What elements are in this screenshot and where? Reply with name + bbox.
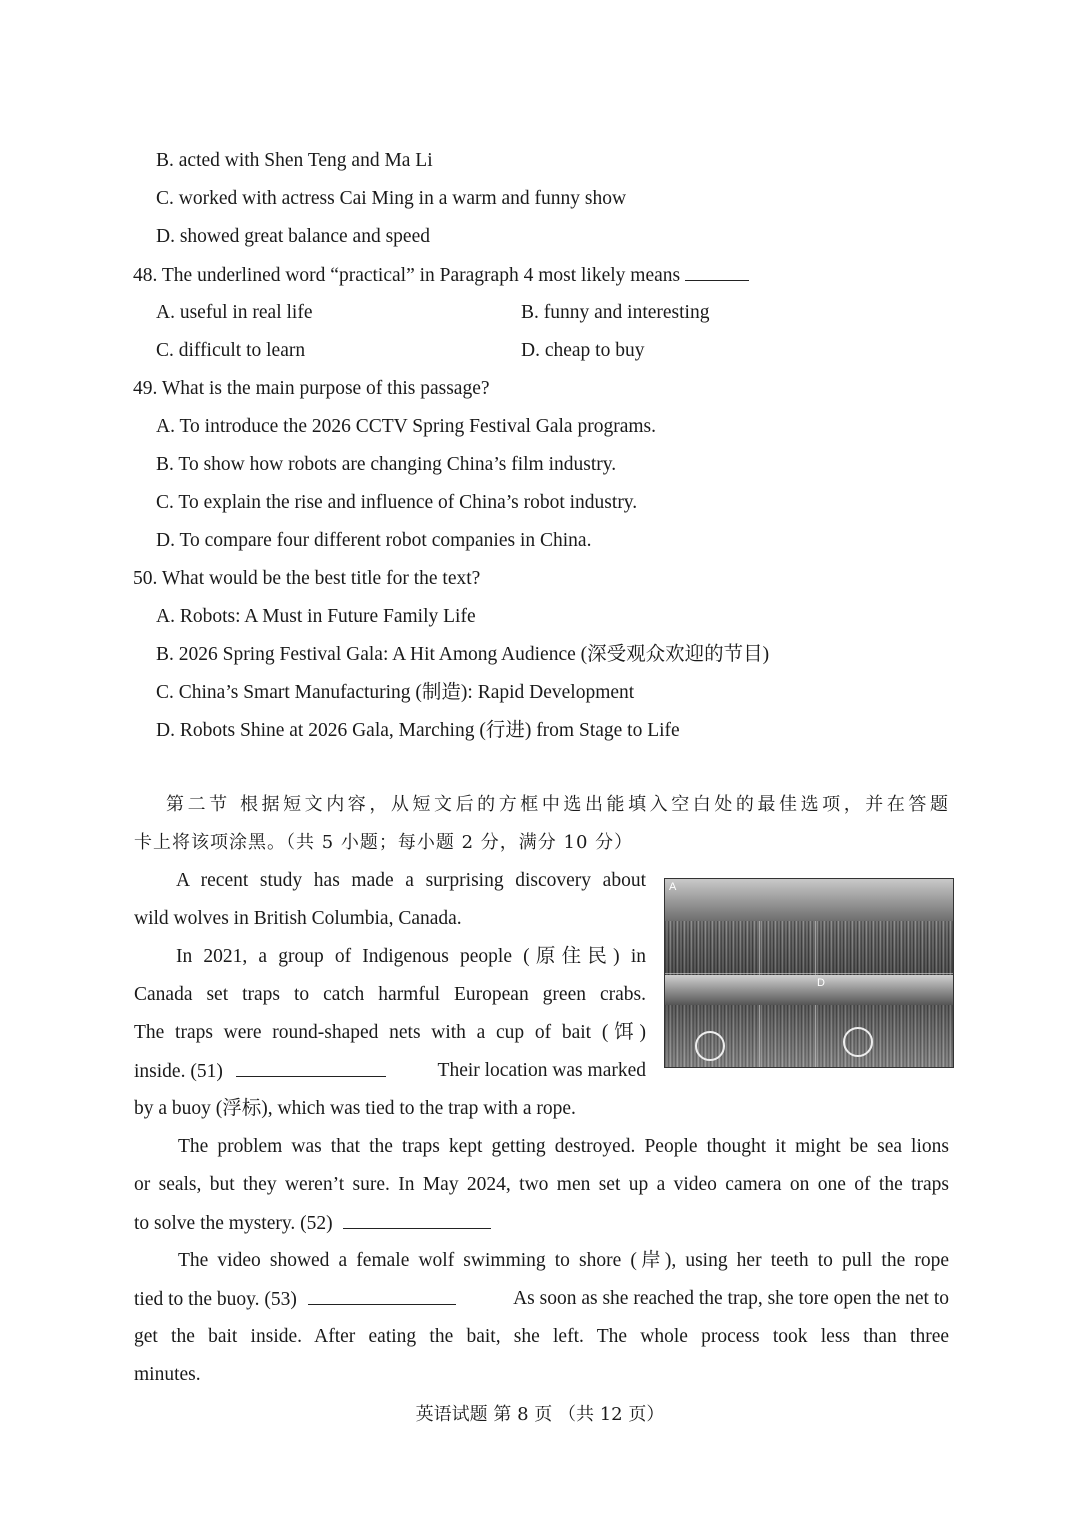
q48-stem <box>133 262 749 289</box>
passage-p2-line5: by a buoy (浮标), which was tied to the trap with a rope. <box>134 1098 576 1119</box>
q48-option-c: C. difficult to learn <box>156 340 306 361</box>
photo-label-a: A <box>669 881 677 893</box>
q49-option-c: C. To explain the rise and influence of China’s robot industry. <box>156 492 638 513</box>
q49-option-d: D. To compare four different robot companies in China. <box>156 530 592 551</box>
photo-divider-h <box>665 973 953 974</box>
passage-p1-line1: A recent study has made a surprising discovery about <box>176 870 646 891</box>
passage-51-lead: inside. (51) <box>134 1061 223 1082</box>
passage-p1-line2: wild wolves in British Columbia, Canada. <box>134 908 462 929</box>
q50-stem: 50. What would be the best title for the text? <box>133 568 481 589</box>
passage-p4-line2 <box>134 1286 949 1313</box>
q49-option-a: A. To introduce the 2026 CCTV Spring Festival Gala programs. <box>156 416 656 437</box>
q48-stem-text: 48. The underlined word “practical” in Paragraph 4 most likely means <box>133 265 681 286</box>
passage-51-trail: Their location was marked <box>437 1060 646 1081</box>
wolf-trap-photo <box>664 878 954 1068</box>
q48-answer-blank <box>685 262 749 281</box>
page-footer: 英语试题 第 8 页 （共 12 页） <box>415 1404 665 1425</box>
passage-p3-line2: or seals, but they weren’t sure. In May 2024, two men set up a video camera on one of the traps <box>134 1174 949 1195</box>
photo-label-d: D <box>817 977 825 989</box>
passage-p2-line3: The traps were round-shaped nets with a cup of bait (饵) <box>134 1022 646 1043</box>
passage-p2-line1: In 2021, a group of Indigenous people (原住民) in <box>176 946 646 967</box>
q50-option-b: B. 2026 Spring Festival Gala: A Hit Among Audience (深受观众欢迎的节目) <box>156 644 770 665</box>
q50-option-c: C. China’s Smart Manufacturing (制造): Rapid Development <box>156 682 635 703</box>
passage-p4-line4: minutes. <box>134 1364 201 1385</box>
section2-instructions-line1: 第二节 根据短文内容，从短文后的方框中选出能填入空白处的最佳选项，并在答题 <box>166 794 949 815</box>
blank-52 <box>343 1210 491 1229</box>
q47-option-c: C. worked with actress Cai Ming in a warm and funny show <box>156 188 627 209</box>
q49-option-b: B. To show how robots are changing China’s film industry. <box>156 454 617 475</box>
trap-ring-right <box>843 1027 873 1057</box>
passage-p2-line2: Canada set traps to catch harmful European green crabs. <box>134 984 646 1005</box>
q47-option-d: D. showed great balance and speed <box>156 226 430 247</box>
photo-sky-bottom <box>665 975 953 1005</box>
q50-option-a: A. Robots: A Must in Future Family Life <box>156 606 476 627</box>
photo-water-top <box>665 879 953 921</box>
passage-p2-line4 <box>134 1058 646 1085</box>
q50-option-d: D. Robots Shine at 2026 Gala, Marching (行进) from Stage to Life <box>156 720 680 741</box>
passage-p3-line1: The problem was that the traps kept getting destroyed. People thought it might be sea lions <box>178 1136 949 1157</box>
q48-option-a: A. useful in real life <box>156 302 313 323</box>
passage-52-lead: to solve the mystery. (52) <box>134 1213 333 1234</box>
q48-option-b: B. funny and interesting <box>521 302 710 323</box>
passage-p3-line3 <box>134 1210 491 1237</box>
q49-stem: 49. What is the main purpose of this passage? <box>133 378 490 399</box>
q48-option-d: D. cheap to buy <box>521 340 645 361</box>
blank-53 <box>308 1286 456 1305</box>
passage-53-lead: tied to the buoy. (53) <box>134 1289 297 1310</box>
section2-instructions-line2: 卡上将该项涂黑。（共 5 小题；每小题 2 分，满分 10 分） <box>134 832 634 853</box>
passage-p4-line3: get the bait inside. After eating the bait, she left. The whole process took less than three <box>134 1326 949 1347</box>
q47-option-b: B. acted with Shen Teng and Ma Li <box>156 150 433 171</box>
passage-53-trail: As soon as she reached the trap, she tore open the net to <box>513 1288 949 1309</box>
blank-51 <box>236 1058 386 1077</box>
passage-p4-line1: The video showed a female wolf swimming to shore (岸), using her teeth to pull the rope <box>178 1250 949 1271</box>
trap-ring-left <box>695 1031 725 1061</box>
